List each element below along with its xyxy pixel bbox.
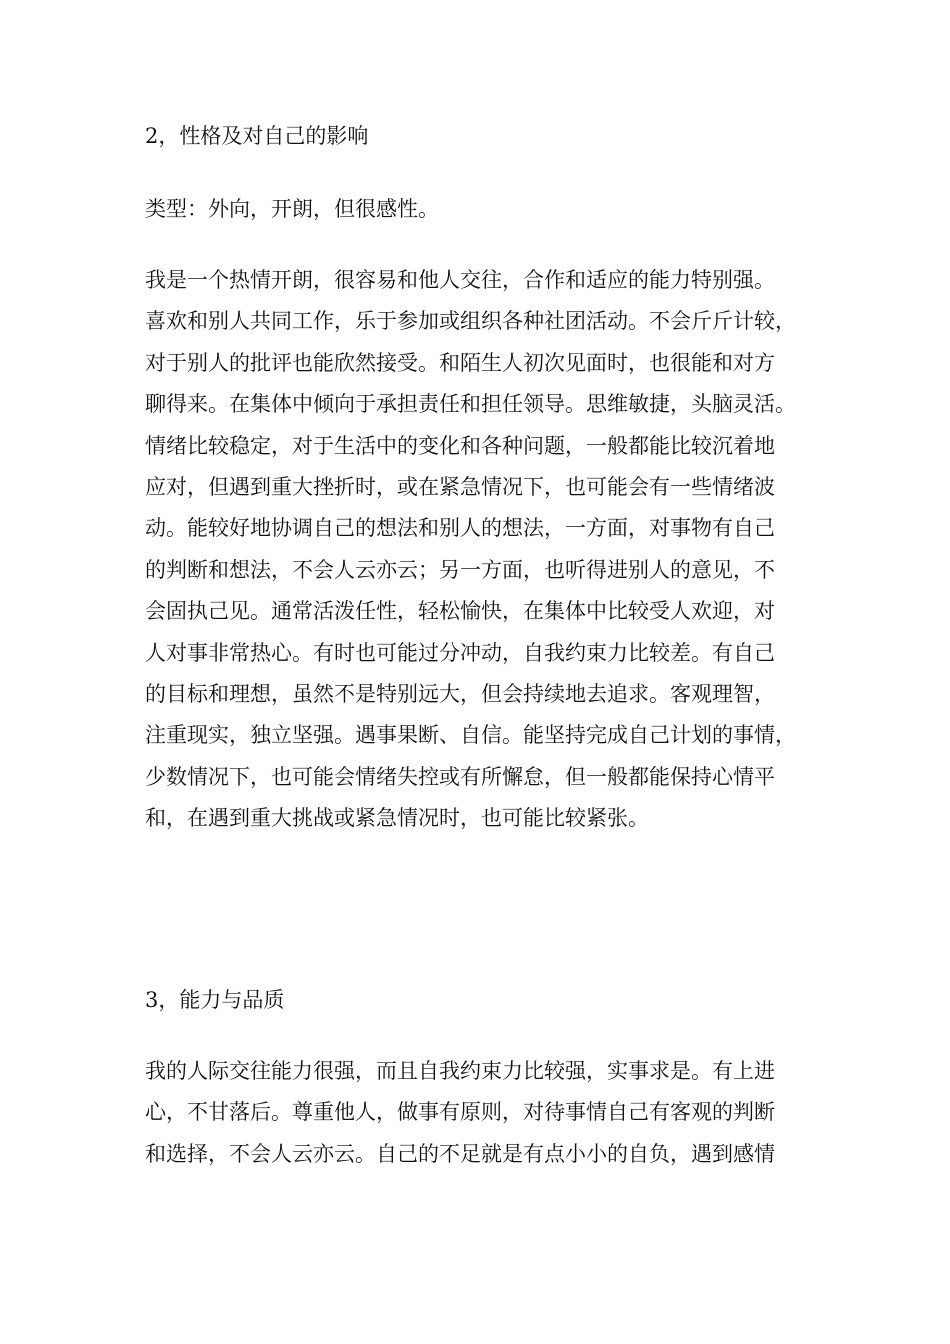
paragraph-line: 对于别人的批评也能欣然接受。和陌生人初次见面时，也很能和对方 <box>145 350 775 375</box>
paragraph-line: 喜欢和别人共同工作，乐于参加或组织各种社团活动。不会斤斤计较， <box>145 309 796 334</box>
section-2-paragraph <box>145 260 807 840</box>
section-3-paragraph <box>145 1051 807 1175</box>
section-3-heading: 3，能力与品质 <box>145 988 285 1012</box>
paragraph-line: 动。能较好地协调自己的想法和别人的想法，一方面，对事物有自己 <box>145 516 775 541</box>
paragraph-line: 我的人际交往能力很强，而且自我约束力比较强，实事求是。有上进 <box>145 1059 775 1083</box>
paragraph-line: 心，不甘落后。尊重他人，做事有原则，对待事情自己有客观的判断 <box>145 1100 775 1125</box>
paragraph-line: 注重现实，独立坚强。遇事果断、自信。能坚持完成自己计划的事情， <box>145 723 796 748</box>
section-2-heading: 2，性格及对自己的影响 <box>145 124 369 148</box>
paragraph-line: 应对，但遇到重大挫折时，或在紧急情况下，也可能会有一些情绪波 <box>145 475 775 500</box>
paragraph-line: 会固执己见。通常活泼任性，轻松愉快，在集体中比较受人欢迎，对 <box>145 599 775 624</box>
paragraph-line: 我是一个热情开朗，很容易和他人交往，合作和适应的能力特别强。 <box>145 268 775 292</box>
paragraph-line: 的判断和想法，不会人云亦云；另一方面，也听得进别人的意见，不 <box>145 557 775 582</box>
paragraph-line: 情绪比较稳定，对于生活中的变化和各种问题，一般都能比较沉着地 <box>145 433 775 458</box>
paragraph-line: 人对事非常热心。有时也可能过分冲动，自我约束力比较差。有自己 <box>145 640 775 665</box>
paragraph-line: 和，在遇到重大挑战或紧急情况时，也可能比较紧张。 <box>145 806 649 831</box>
personality-type-line: 类型：外向，开朗，但很感性。 <box>145 197 439 221</box>
paragraph-line: 和选择，不会人云亦云。自己的不足就是有点小小的自负，遇到感情 <box>145 1141 775 1166</box>
paragraph-line: 的目标和理想，虽然不是特别远大，但会持续地去追求。客观理智， <box>145 682 775 707</box>
paragraph-line: 聊得来。在集体中倾向于承担责任和担任领导。思维敏捷，头脑灵活。 <box>145 392 796 417</box>
paragraph-line: 少数情况下，也可能会情绪失控或有所懈怠，但一般都能保持心情平 <box>145 764 775 789</box>
